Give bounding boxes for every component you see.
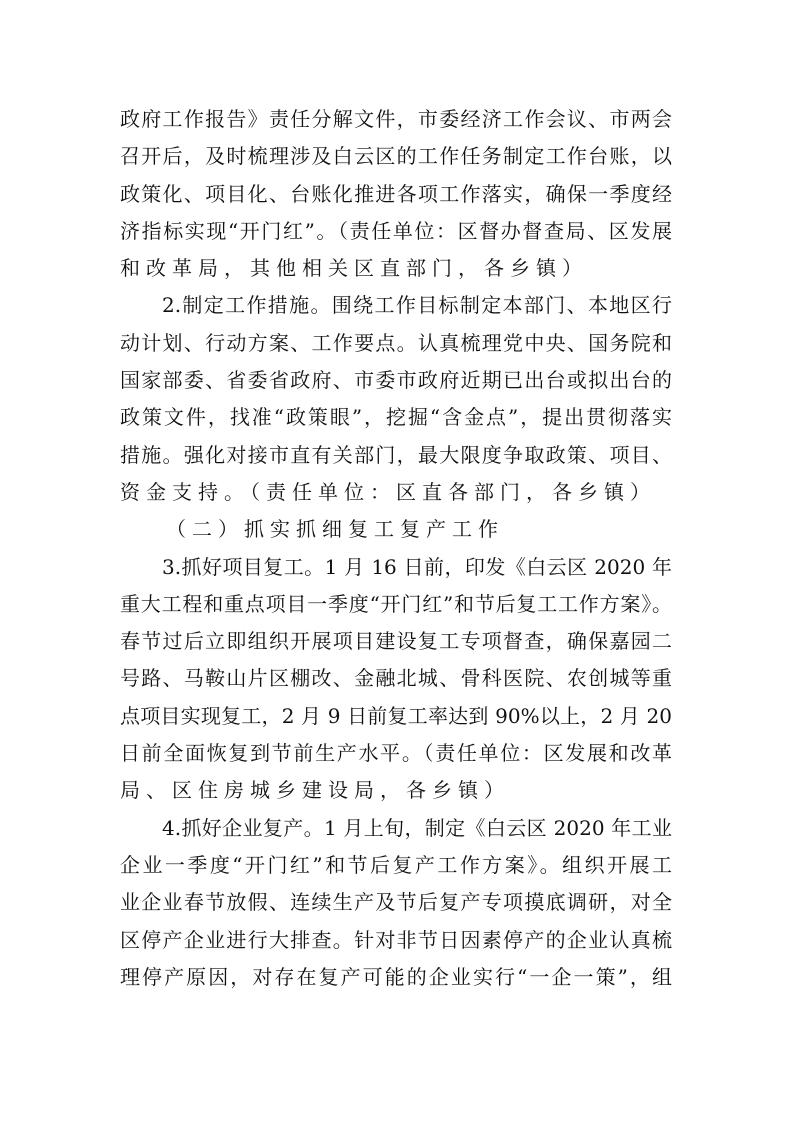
text-line: 措施。强化对接市直有关部门，最大限度争取政策、项目、 (120, 442, 672, 467)
text-line: 号路、马鞍山片区棚改、金融北城、骨科医院、农创城等重 (120, 666, 672, 691)
text-line: 济指标实现“开门红”。（责任单位：区督办督查局、区发展 (120, 218, 672, 243)
text-line: 和改革局，其他相关区直部门，各乡镇） (120, 256, 588, 281)
text-line: 局、区住房城乡建设局，各乡镇） (120, 778, 510, 803)
text-line: 点项目实现复工，2 月 9 日前复工率达到 90%以上，2 月 20 (120, 703, 672, 728)
text-line: 4.抓好企业复产。1 月上旬，制定《白云区 2020 年工业 (162, 815, 672, 840)
text-line: 政府工作报告》责任分解文件，市委经济工作会议、市两会 (120, 107, 672, 131)
document-page (120, 101, 672, 996)
paragraph-3 (120, 549, 672, 810)
text-line: 春节过后立即组织开展项目建设复工专项督查，确保嘉园二 (120, 629, 672, 654)
text-line: 政策文件，找准“政策眼”，挖掘“含金点”，提出贯彻落实 (120, 405, 672, 430)
paragraph-2 (120, 287, 672, 511)
text-line: 理停产原因，对存在复产可能的企业实行“一企一策”，组 (120, 964, 672, 989)
paragraph-1 (120, 101, 672, 287)
text-line: 企业一季度“开门红”和节后复产工作方案》。组织开展工 (120, 852, 672, 877)
text-line: 重大工程和重点项目一季度“开门红”和节后复工工作方案》。 (120, 591, 672, 616)
text-line: 召开后，及时梳理涉及白云区的工作任务制定工作台账，以 (120, 144, 672, 169)
section-heading: （二）抓实抓细复工复产工作 (166, 517, 504, 542)
text-line: 3.抓好项目复工。1 月 16 日前，印发《白云区 2020 年 (162, 554, 672, 579)
text-line: 资金支持。（责任单位：区直各部门，各乡镇） (120, 479, 656, 504)
text-line: 区停产企业进行大排查。针对非节日因素停产的企业认真梳 (120, 927, 672, 952)
text-line: 业企业春节放假、连续生产及节后复产专项摸底调研，对全 (120, 890, 672, 915)
text-line: 2.制定工作措施。围绕工作目标制定本部门、本地区行 (162, 293, 672, 318)
paragraph-4 (120, 810, 672, 996)
text-line: 动计划、行动方案、工作要点。认真梳理党中央、国务院和 (120, 330, 672, 355)
text-line: 政策化、项目化、台账化推进各项工作落实，确保一季度经 (120, 181, 672, 206)
text-line: 日前全面恢复到节前生产水平。（责任单位：区发展和改革 (120, 741, 672, 766)
text-line: 国家部委、省委省政府、市委市政府近期已出台或拟出台的 (120, 368, 672, 393)
